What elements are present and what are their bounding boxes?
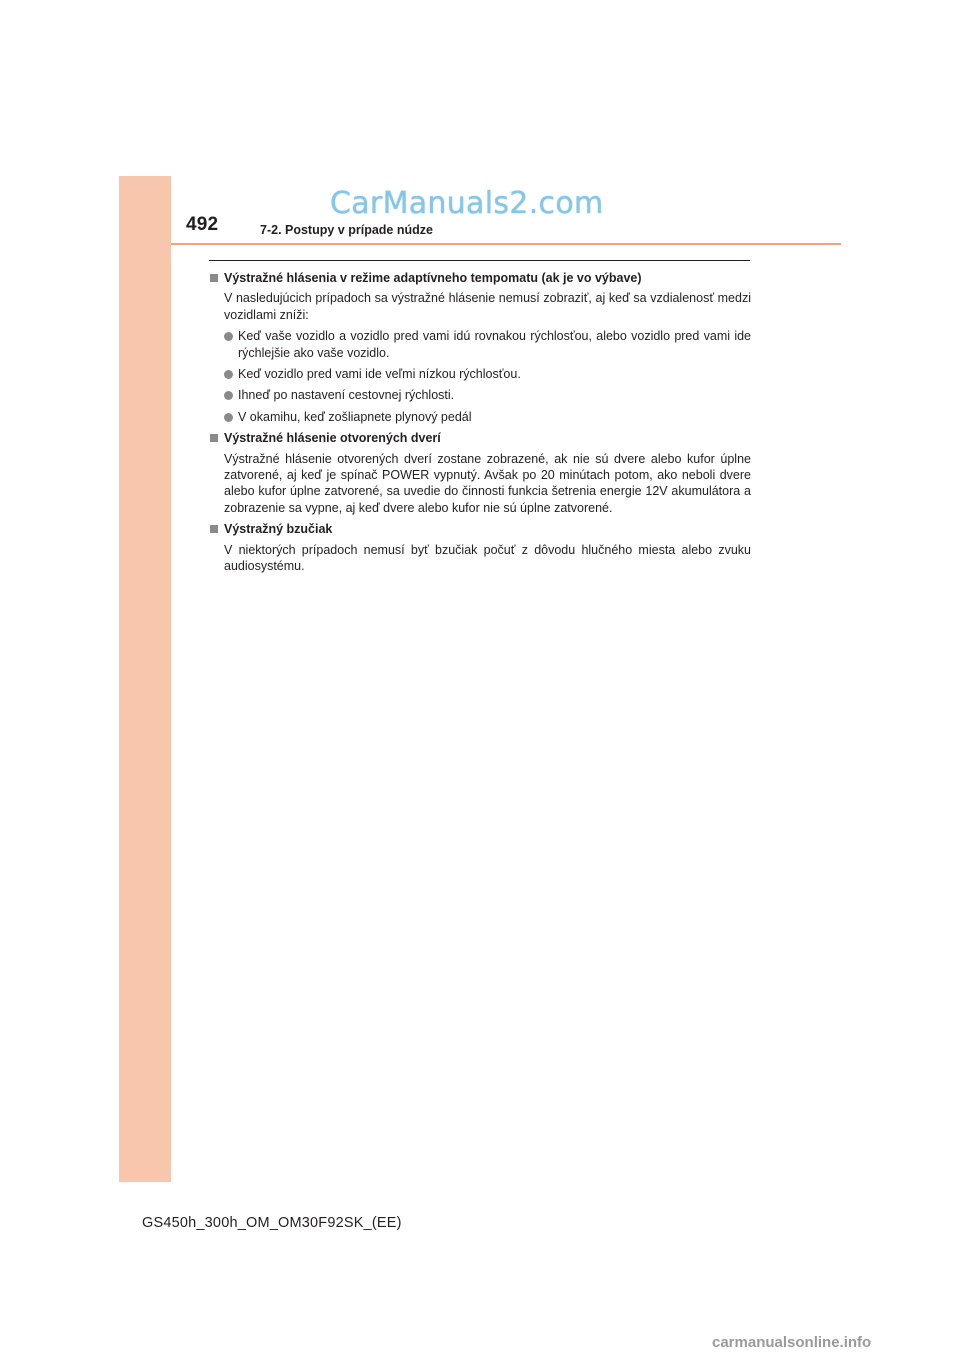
round-bullet-icon [224, 413, 233, 422]
section-title-door-warning: Výstražné hlásenie otvorených dverí [209, 430, 751, 446]
round-bullet-icon [224, 391, 233, 400]
round-bullet-icon [224, 332, 233, 341]
round-bullet-icon [224, 370, 233, 379]
header-divider [171, 243, 841, 245]
footer-site-watermark: carmanualsonline.info [712, 1334, 872, 1351]
list-item: Ihneď po nastavení cestovnej rýchlosti. [209, 387, 751, 403]
section-text: V niektorých prípadoch nemusí byť bzučiak počuť z dôvodu hlučného miesta alebo zvuku audiosystému. [224, 542, 751, 574]
page-number: 492 [186, 214, 219, 235]
chapter-title: 7-2. Postupy v prípade núdze [260, 223, 433, 237]
square-bullet-icon [210, 434, 218, 442]
section-title-buzzer: Výstražný bzučiak [209, 521, 751, 537]
watermark-logo: CarManuals2.com [330, 186, 604, 221]
section-title-acc-warning: Výstražné hlásenia v režime adaptívneho tempomatu (ak je vo výbave) [209, 270, 751, 286]
section-text: V nasledujúcich prípadoch sa výstražné hlásenie nemusí zobraziť, aj keď sa vzdialenosť medzi vozidlami zníži: [224, 291, 751, 322]
side-color-band [119, 176, 171, 1182]
manual-code: GS450h_300h_OM_OM30F92SK_(EE) [142, 1215, 402, 1231]
list-item: Keď vaše vozidlo a vozidlo pred vami idú rovnakou rýchlosťou, alebo vozidlo pred vami ide rýchlejšie ako vaše vozidlo. [209, 328, 751, 361]
square-bullet-icon [210, 274, 218, 282]
section-text: Výstražné hlásenie otvorených dverí zostane zobrazené, ak nie sú dvere alebo kufor úplne zatvorené, aj keď je spínač POWER vypnutý. Avšak po 20 minútach potom, ako neboli dvere alebo kufor úplne zatvorené, sa uvedie do činnosti funkcia šetrenia energie 12V akumulátora a zobrazenie sa vypne, aj keď dvere alebo kufor nie sú úplne zatvorené. [224, 451, 751, 515]
square-bullet-icon [210, 525, 218, 533]
list-item: Keď vozidlo pred vami ide veľmi nízkou rýchlosťou. [209, 366, 751, 382]
page-content [209, 270, 751, 575]
list-item: V okamihu, keď zošliapnete plynový pedál [209, 409, 751, 425]
content-divider [209, 260, 750, 261]
